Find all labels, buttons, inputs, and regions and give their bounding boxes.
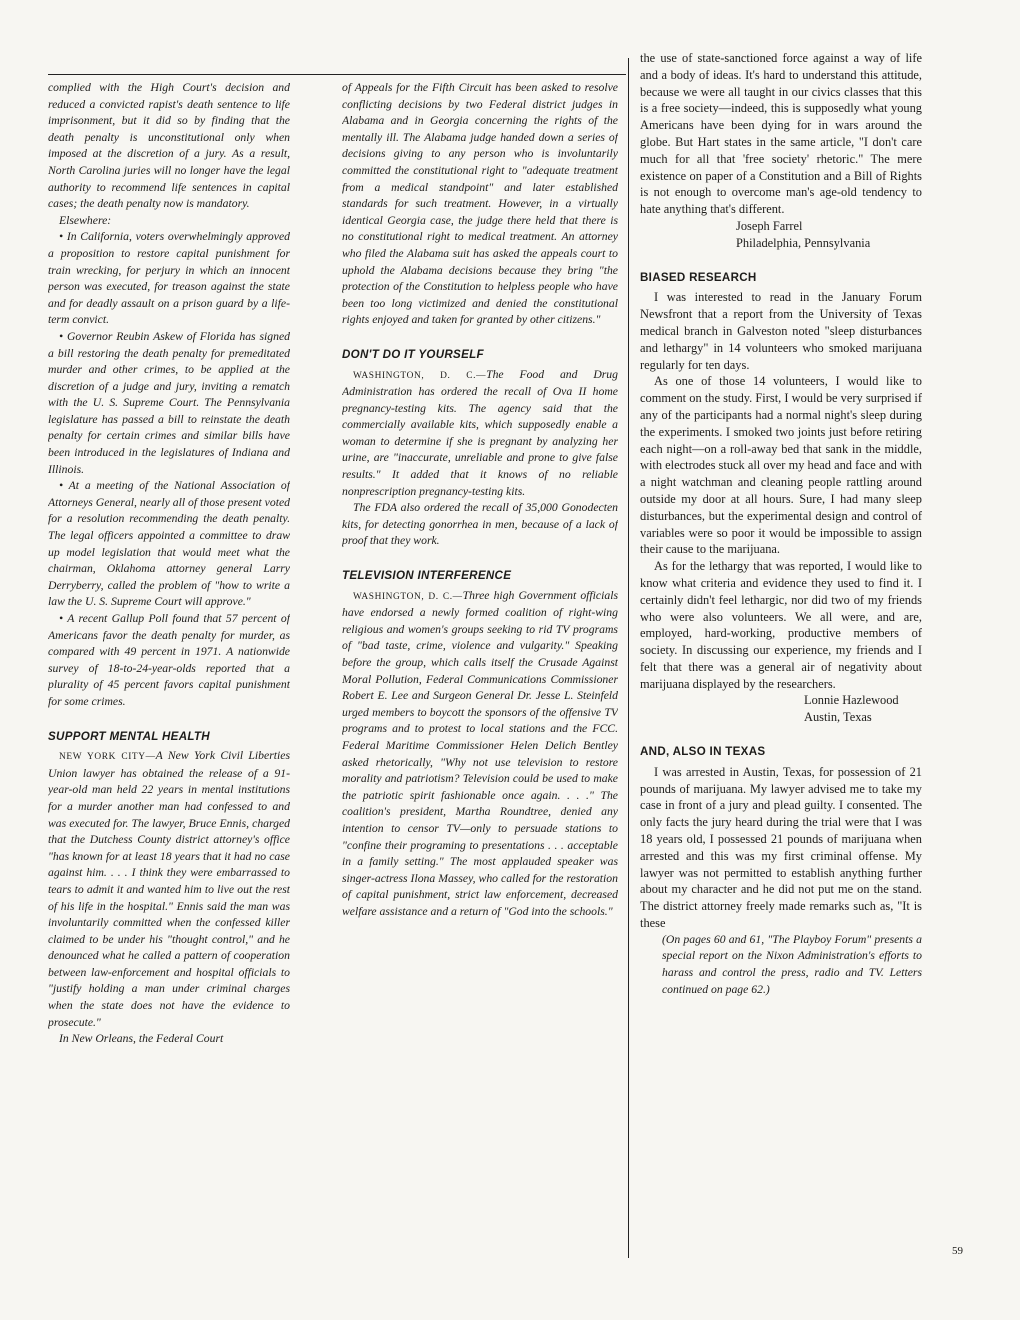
- editor-note: (On pages 60 and 61, "The Playboy Forum" presents a special report on the Nixon Administration's efforts to harass and control the press, radio and TV. Letters continued on page 62.): [662, 932, 922, 996]
- signature-place: Philadelphia, Pennsylvania: [736, 235, 871, 250]
- paragraph: WASHINGTON, D. C.—The Food and Drug Administration has ordered the recall of Ova II home pregnancy-testing kits. The agency said that the commercially available kits, which supposedly enable a woman to determine if she is pregnant by analyzing her urine, are "inaccurate, unreliable and prone to give false results." It added that it knows of no reliable nonprescription pregnancy-testing kits.: [342, 367, 618, 498]
- column-2: [342, 80, 618, 1260]
- paragraph: complied with the High Court's decision and reduced a convicted rapist's death sentence to life imprisonment, but it did so by finding that the death penalty is unconstitutional only when imposed at the discretion of a jury. As a result, North Carolina juries will no longer have the legal authority to recommend life sentences in capital cases; the death penalty now is mandatory.: [48, 81, 290, 211]
- dateline: WASHINGTON, D. C.—: [353, 591, 463, 602]
- paragraph: I was arrested in Austin, Texas, for possession of 21 pounds of marijuana. My lawyer advised me to take my case in front of a jury and plead guilty. I consented. The only facts the jury heard during the trial were that I was 18 years old, I possessed 21 pounds of marijuana when arrested and this was my first criminal offense. My lawyer was not permitted to establish anything further about my character and he did not put me on the stand. The district attorney freely made remarks such as, "It is these: [640, 764, 922, 931]
- bullet-item: • A recent Gallup Poll found that 57 percent of Americans favor the death penalty for murder, as compared with 49 percent in 1971. A nationwide survey of 18-to-24-year-olds reported that a plurality of 45 percent favors capital punishment for some crimes.: [48, 612, 290, 708]
- bullet-item: • Governor Reubin Askew of Florida has signed a bill restoring the death penalty for premeditated murder and other crimes, to be applied at the discretion of a judge and jury, inviting a rematch with the U. S. Supreme Court. The Pennsylvania legislature has passed a bill to reinstate the death penalty for certain crimes and similar bills have been introduced in the legislatures of Indiana and Illinois.: [48, 329, 290, 476]
- signature-name: Joseph Farrel: [736, 218, 803, 233]
- paragraph: WASHINGTON, D. C.—Three high Government officials have endorsed a newly formed coalition of right-wing religious and women's groups seeking to rid TV programs of "bad taste, crime, violence and vulgarity." Speaking before the group, which calls itself the Crusade Against Moral Pollution, Federal Communications Commissioner Robert E. Lee and Surgeon General Dr. Jesse L. Steinfeld urged members to boycott the sponsors of the offensive TV programs and to protest to local stations and the FCC. Federal Maritime Commissioner Helen Delich Bentley asked rhetorically, "Why not use television to restore morality and patriotism? Television could be used to make the patriotic spirit fashionable once again. . . ." The coalition's president, Martha Roundtree, denied any intention to censor TV—only to persuade stations to "confine their programing to presentations . . . acceptable in a family setting." The most applauded speaker was singer-actress Ilona Massey, who called for the restoration of capital punishment, strict law enforcement, decreased welfare assistance and a return of "God into the schools.": [342, 588, 618, 918]
- signature-name: Lonnie Hazlewood: [804, 693, 899, 708]
- dateline: WASHINGTON, D. C.—: [353, 370, 487, 381]
- paragraph: NEW YORK CITY—A New York Civil Liberties Union lawyer has obtained the release of a 91-year-old man held 22 years in mental institutions for a murder another man had confessed to and was executed for. The lawyer, Bruce Ennis, charged that the Dutchess County district attorney's office "has known for at least 18 years that it had no case against him. . . . I think they were embarrassed to tears to admit it and wanted him to live out the rest of his life in the hospital." Ennis said the man was involuntarily committed when the confessed killer claimed to be under his "thought control," and he denounced what he called a pattern of cooperation between law-enforcement and hospital officials to "justify holding a man under criminal charges when the state does not have the evidence to prosecute.": [48, 749, 290, 1029]
- paragraph: I was interested to read in the January Forum Newsfront that a report from the University of Texas medical branch in Galveston noted "sleep disturbances and lethargy" in 14 volunteers who smoked marijuana regularly for ten days.: [640, 290, 922, 372]
- section-heading: DON'T DO IT YOURSELF: [342, 347, 484, 361]
- dateline: NEW YORK CITY—: [59, 752, 156, 763]
- paragraph: As for the lethargy that was reported, I would like to know what criteria and evidence they used to find it. I certainly didn't feel lethargic, nor did two of my friends who were also volunteers. We all were, and are, employed, hard-working, productive members of society. In discussing our experience, my friends and I felt that there was a general air of negativity about marijuana displayed by the researchers.: [640, 559, 922, 691]
- section-heading: BIASED RESEARCH: [640, 270, 757, 284]
- paragraph: of Appeals for the Fifth Circuit has been asked to resolve conflicting decisions by two Federal district judges in Alabama and in Georgia concerning the rights of the mentally ill. The Alabama judge handed down a series of decisions giving to any person who is involuntarily committed the constitutional right to "adequate treatment from a medical standpoint" and later established standards for such treatment. However, in a virtually identical Georgia case, the judge there held that there is no constitutional right to medical treatment. An attorney who filed the Alabama suit has asked the appeals court to uphold the Alabama decisions because they bring "the protection of the Constitution to helpless people who have been too long victimized and denied the constitutional rights enjoyed and taken for granted by other citizens.": [342, 81, 618, 327]
- bullet-item: • At a meeting of the National Association of Attorneys General, nearly all of those present voted for a resolution recommending the death penalty. The legal officers appointed a committee to draw up model legislation that would meet what the chairman, Oklahoma attorney general Larry Derryberry, called the problem of "how to write a law the U. S. Supreme Court will approve.": [48, 479, 290, 609]
- column-3: [640, 50, 922, 1265]
- signature-place: Austin, Texas: [804, 710, 872, 725]
- column-1: [48, 80, 290, 1260]
- page-number: 59: [952, 1245, 963, 1257]
- bullet-item: • In California, voters overwhelmingly approved a proposition to restore capital punishment for train wrecking, for perjury in which an innocent person was executed, for treason against the state and for deadly assault on a prison guard by a life-term convict.: [48, 230, 290, 327]
- paragraph: As one of those 14 volunteers, I would like to comment on the study. First, I would be very surprised if any of the participants had a normal night's sleep during the experiments. I smoked two joints just before retiring each night—on a roll-away bed that sank in the middle, with electrodes stuck all over my head and face and with a night watchman and cleaning people rattling around outside my door at all hours. Sure, I had many sleep disturbances, but the experimental design and control of variables were so poor it would be impossible to assign their cause to the marijuana.: [640, 374, 922, 557]
- column-divider: [628, 58, 629, 1258]
- paragraph: The FDA also ordered the recall of 35,000 Gonodecten kits, for detecting gonorrhea in men, because of a lack of proof that they work.: [342, 501, 618, 548]
- paragraph: Elsewhere:: [59, 213, 112, 227]
- section-heading: AND, ALSO IN TEXAS: [640, 745, 766, 759]
- section-heading: TELEVISION INTERFERENCE: [342, 569, 512, 583]
- section-heading: SUPPORT MENTAL HEALTH: [48, 729, 210, 743]
- top-rule: [48, 74, 626, 75]
- paragraph: In New Orleans, the Federal Court: [59, 1032, 224, 1046]
- paragraph: the use of state-sanctioned force against a way of life and a body of ideas. It's hard to understand this attitude, because we were all taught in our civics classes that this is a free society—indeed, this is supposedly what young Americans have been dying for in wars around the globe. But Hart states in the same article, "I don't care much for all that 'free society' rhetoric." The mere existence on paper of a Constitution and a Bill of Rights is not enough to overcome man's age-old tendency to hate anything that's different.: [640, 51, 922, 217]
